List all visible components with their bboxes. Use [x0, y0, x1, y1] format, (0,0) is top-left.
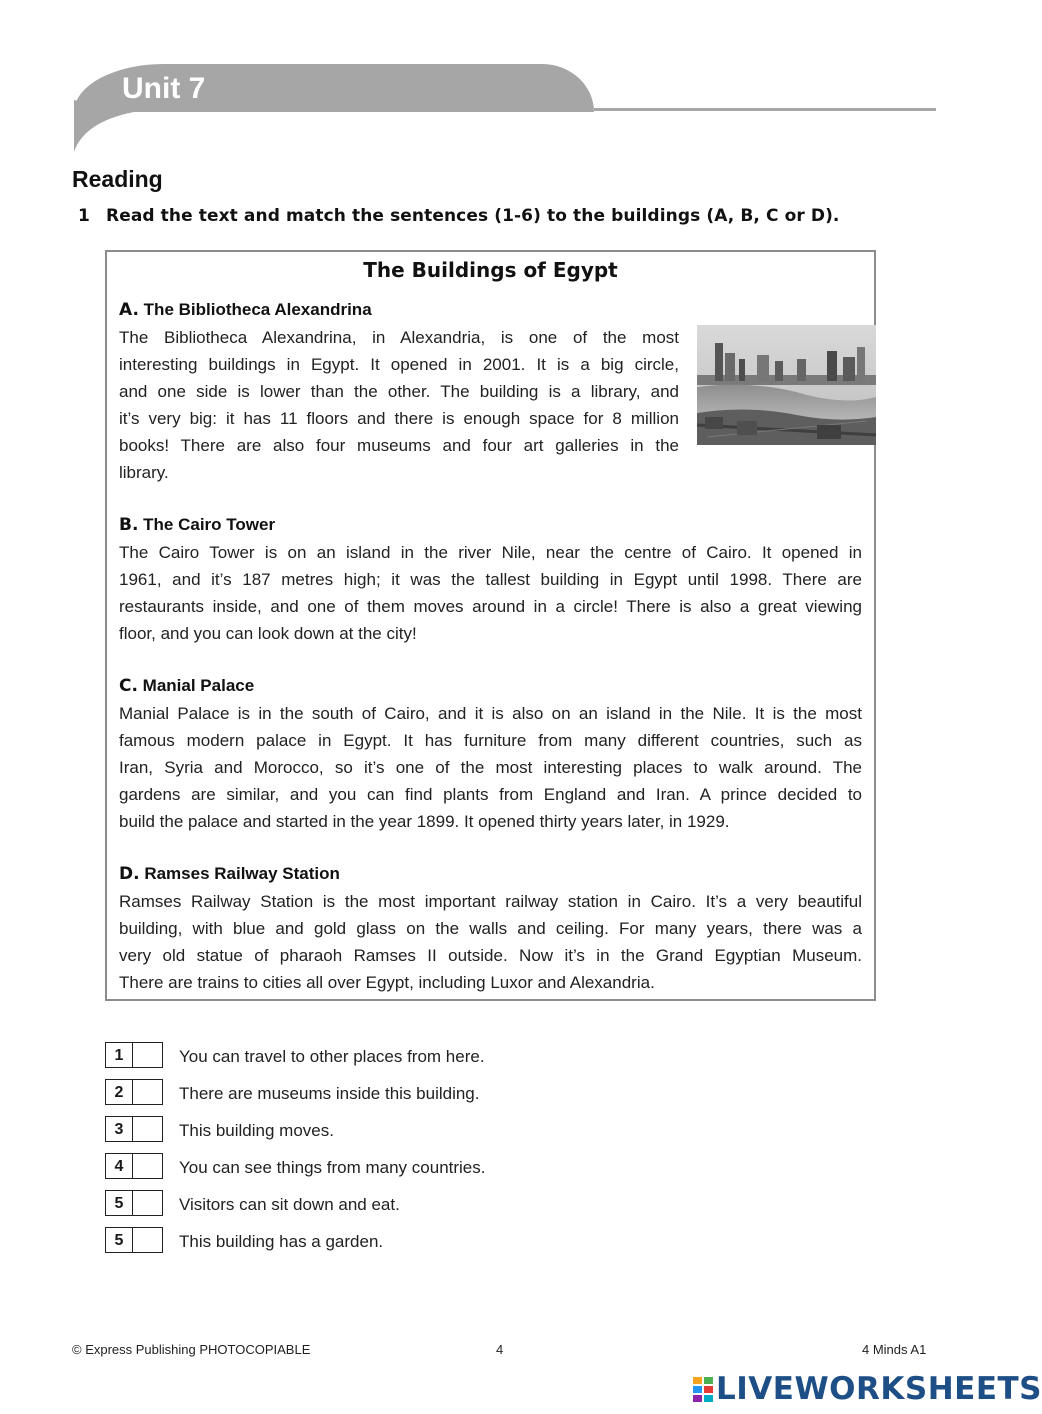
paragraph-line: interesting buildings in Egypt. It opened in 2001. It is a big circle,: [119, 355, 679, 374]
unit-tab-curve: [74, 100, 134, 152]
question-row: [105, 1190, 605, 1220]
paragraph-line: building, with blue and gold glass on the walls and ceiling. For many years, there was a: [119, 919, 862, 938]
answer-input[interactable]: [133, 1079, 163, 1105]
section-heading: Reading: [72, 166, 163, 192]
paragraph-line: 1961, and it’s 187 metres high; it was the tallest building in Egypt until 1998. There are: [119, 570, 862, 589]
paragraph-line: Iran, Syria and Morocco, so it’s one of the most interesting places to walk around. The: [119, 758, 862, 777]
question-row: [105, 1227, 605, 1257]
reading-title: The Buildings of Egypt: [363, 258, 618, 282]
question-number: 5: [105, 1227, 133, 1253]
question-text: There are museums inside this building.: [179, 1084, 480, 1103]
building-letter: B.: [119, 515, 139, 535]
paragraph-line: library.: [119, 463, 169, 482]
building-letter: A.: [119, 300, 139, 320]
question-number: 3: [105, 1116, 133, 1142]
building-heading: [119, 511, 862, 539]
answer-input[interactable]: [133, 1042, 163, 1068]
question-row: [105, 1116, 605, 1146]
liveworksheets-logo[interactable]: [692, 1372, 1042, 1406]
question-text: This building has a garden.: [179, 1232, 384, 1251]
question-row: [105, 1042, 605, 1072]
paragraph-line: build the palace and started in the year 1899. It opened thirty years later, in 1929.: [119, 812, 730, 831]
paragraph-line: floor, and you can look down at the city!: [119, 624, 417, 643]
paragraph-line: and one side is lower than the other. The building is a library, and: [119, 382, 679, 401]
question-number: 5: [105, 1190, 133, 1216]
cairo-cityscape-photo: [697, 325, 876, 445]
building-name: Manial Palace: [142, 676, 255, 695]
paragraph-line: Ramses Railway Station is the most important railway station in Cairo. It’s a very beautiful: [119, 892, 862, 911]
building-section-b: [119, 511, 862, 647]
exercise-number: 1: [78, 206, 90, 226]
answer-input[interactable]: [133, 1153, 163, 1179]
question-number: 2: [105, 1079, 133, 1105]
building-name: The Cairo Tower: [143, 515, 276, 534]
building-letter: C.: [119, 676, 138, 696]
paragraph-line: very old statue of pharaoh Ramses II outside. Now it’s in the Grand Egyptian Museum.: [119, 946, 862, 965]
question-text: You can see things from many countries.: [179, 1158, 486, 1177]
building-heading: [119, 672, 862, 700]
unit-header-rule: [594, 108, 936, 111]
answer-input[interactable]: [133, 1227, 163, 1253]
question-number: 1: [105, 1042, 133, 1068]
building-name: Ramses Railway Station: [144, 864, 340, 883]
building-heading: [119, 296, 679, 324]
unit-title: Unit 7: [122, 72, 206, 105]
brand-name: LIVEWORKSHEETS: [716, 1371, 1042, 1407]
footer-copyright: © Express Publishing PHOTOCOPIABLE: [72, 1342, 311, 1357]
footer-page-number: 4: [496, 1342, 504, 1357]
building-section-d: [119, 860, 862, 996]
paragraph-line: books! There are also four museums and four art galleries in the: [119, 436, 679, 455]
paragraph-line: Manial Palace is in the south of Cairo, and it is also on an island in the Nile. It is the most: [119, 704, 862, 723]
paragraph-line: famous modern palace in Egypt. It has furniture from many different countries, such as: [119, 731, 862, 750]
paragraph-line: it’s very big: it has 11 floors and there is enough space for 8 million: [119, 409, 679, 428]
unit-header-cover: [0, 112, 1000, 172]
building-heading: [119, 860, 862, 888]
building-letter: D.: [119, 864, 140, 884]
building-section-a: [119, 296, 679, 486]
answer-input[interactable]: [133, 1116, 163, 1142]
answer-input[interactable]: [133, 1190, 163, 1216]
question-number: 4: [105, 1153, 133, 1179]
exercise-instruction: [78, 206, 840, 226]
question-row: [105, 1079, 605, 1109]
footer-book-title: 4 Minds A1: [862, 1342, 927, 1357]
blocks-icon: [692, 1375, 714, 1403]
paragraph-line: gardens are similar, and you can find plants from England and Iran. A prince decided to: [119, 785, 862, 804]
paragraph-line: restaurants inside, and one of them moves around in a circle! There is also a great viewing: [119, 597, 862, 616]
question-text: This building moves.: [179, 1121, 334, 1140]
building-name: The Bibliotheca Alexandrina: [143, 300, 372, 319]
paragraph-line: The Bibliotheca Alexandrina, in Alexandria, is one of the most: [119, 328, 679, 347]
question-text: Visitors can sit down and eat.: [179, 1195, 400, 1214]
exercise-instruction-text: Read the text and match the sentences (1-6) to the buildings (A, B, C or D).: [106, 206, 840, 226]
question-text: You can travel to other places from here.: [179, 1047, 485, 1066]
paragraph-line: The Cairo Tower is on an island in the river Nile, near the centre of Cairo. It opened in: [119, 543, 862, 562]
building-section-c: [119, 672, 862, 835]
question-row: [105, 1153, 605, 1183]
paragraph-line: There are trains to cities all over Egypt, including Luxor and Alexandria.: [119, 973, 655, 992]
